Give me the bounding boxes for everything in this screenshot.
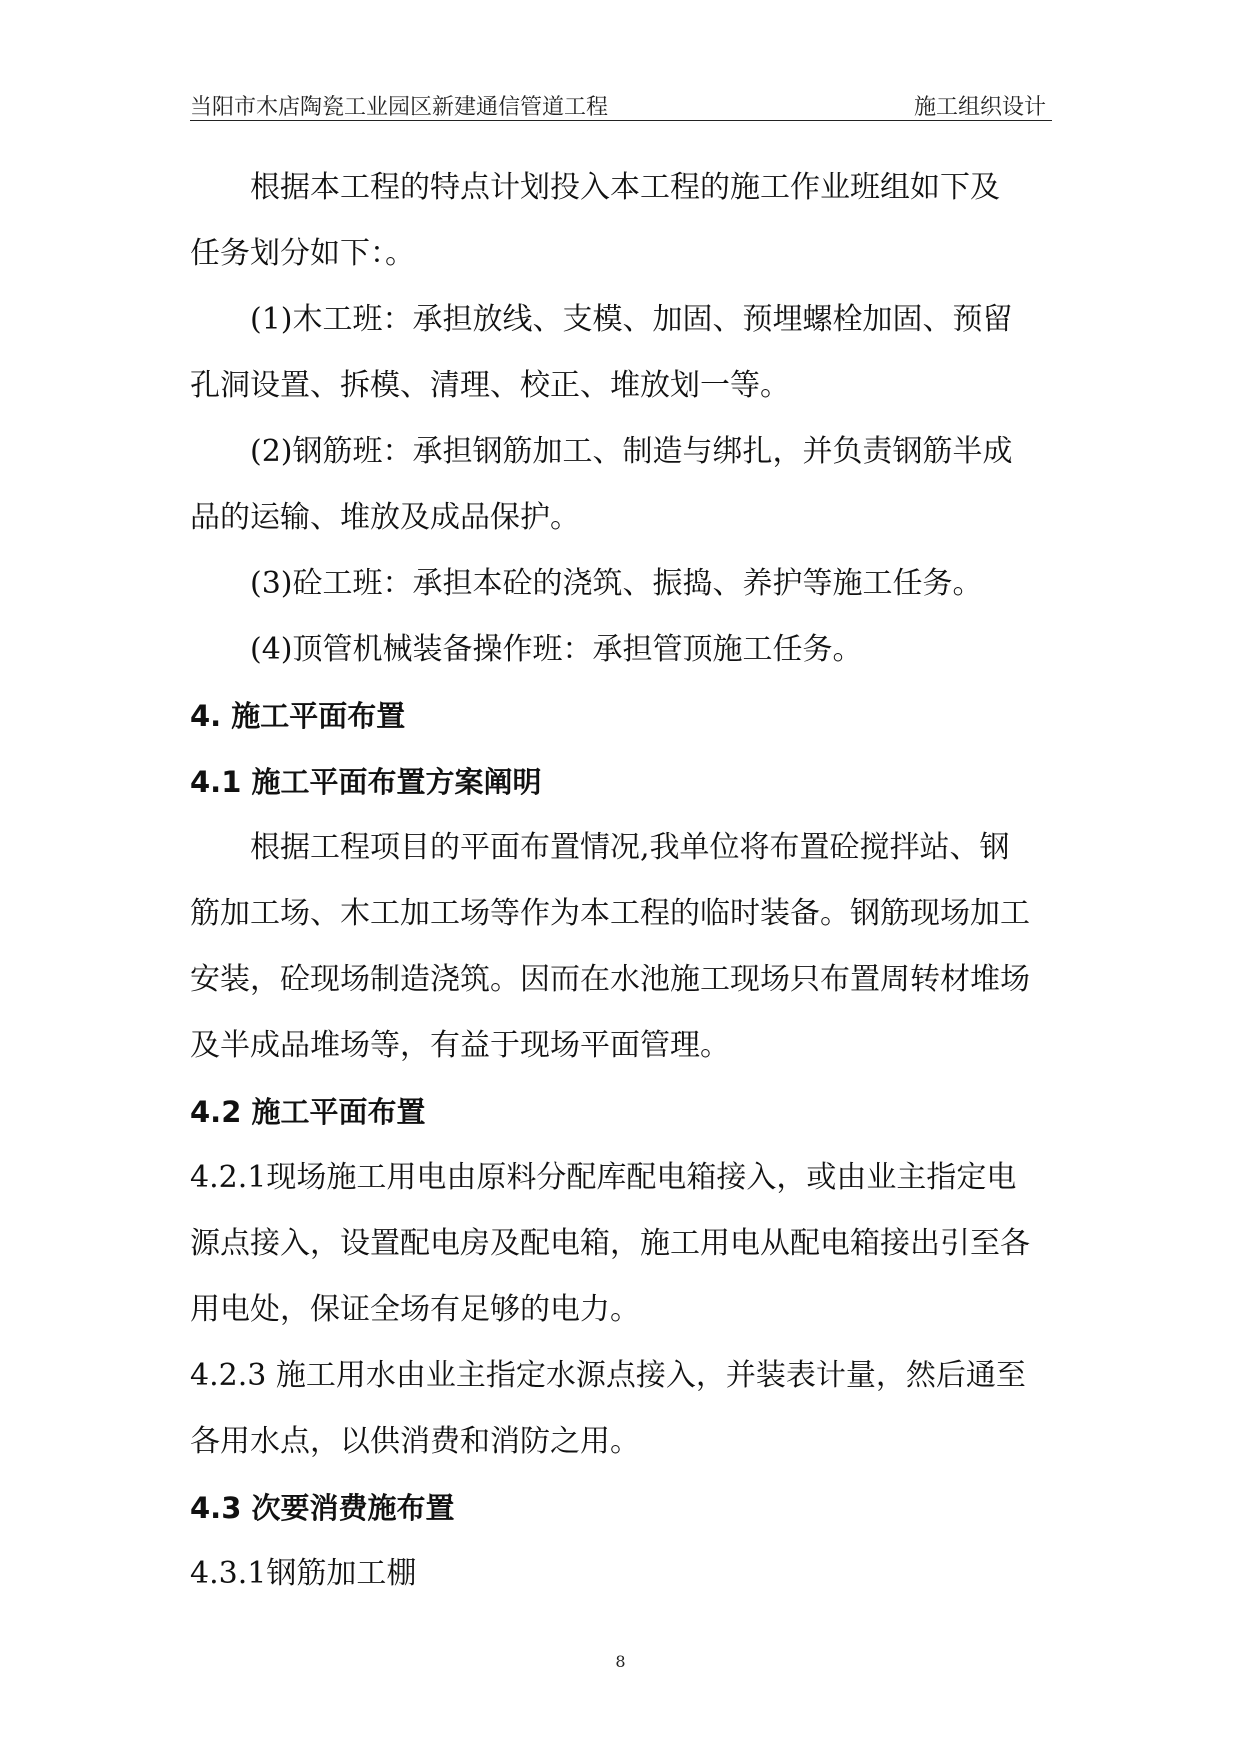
paragraph-line: 安装，砼现场制造浇筑。因而在水池施工现场只布置周转材堆场	[190, 962, 1030, 997]
page-number: 8	[615, 1652, 626, 1671]
paragraph-line: 及半成品堆场等，有益于现场平面管理。	[190, 1028, 730, 1063]
page-header	[190, 84, 1052, 121]
list-item-continuation: 品的运输、堆放及成品保护。	[190, 500, 580, 535]
paragraph-line: 4.2.1现场施工用电由原料分配库配电箱接入，或由业主指定电	[190, 1160, 1017, 1195]
list-item: (3)砼工班：承担本砼的浇筑、振捣、养护等施工任务。	[250, 566, 983, 601]
paragraph-line: 任务划分如下：。	[190, 236, 415, 271]
document-body	[190, 155, 1060, 1607]
header-title: 当阳市木店陶瓷工业园区新建通信管道工程	[190, 95, 609, 120]
list-item: (1)木工班：承担放线、支模、加固、预埋螺栓加固、预留	[250, 302, 1013, 337]
paragraph-line: 4.2.3 施工用水由业主指定水源点接入，并装表计量，然后通至	[190, 1358, 1026, 1393]
paragraph-line: 根据本工程的特点计划投入本工程的施工作业班组如下及	[250, 170, 1000, 205]
paragraph-line: 根据工程项目的平面布置情况,我单位将布置砼搅拌站、钢	[250, 830, 1010, 865]
paragraph-line: 源点接入，设置配电房及配电箱，施工用电从配电箱接出引至各	[190, 1226, 1030, 1261]
list-item: (2)钢筋班：承担钢筋加工、制造与绑扎，并负责钢筋半成	[250, 434, 1013, 469]
header-section: 施工组织设计	[913, 95, 1046, 120]
paragraph-line: 用电处，保证全场有足够的电力。	[190, 1292, 640, 1327]
paragraph-line: 各用水点，以供消费和消防之用。	[190, 1424, 640, 1459]
list-item: (4)顶管机械装备操作班：承担管顶施工任务。	[250, 632, 863, 667]
section-heading-4-2: 4.2 施工平面布置	[190, 1095, 426, 1129]
paragraph-line: 4.3.1钢筋加工棚	[190, 1556, 417, 1591]
list-item-continuation: 孔洞设置、拆模、清理、校正、堆放划一等。	[190, 368, 790, 403]
paragraph-line: 筋加工场、木工加工场等作为本工程的临时装备。钢筋现场加工	[190, 896, 1030, 931]
section-heading-4: 4. 施工平面布置	[190, 699, 406, 733]
section-heading-4-1: 4.1 施工平面布置方案阐明	[190, 765, 542, 799]
section-heading-4-3: 4.3 次要消费施布置	[190, 1491, 455, 1525]
